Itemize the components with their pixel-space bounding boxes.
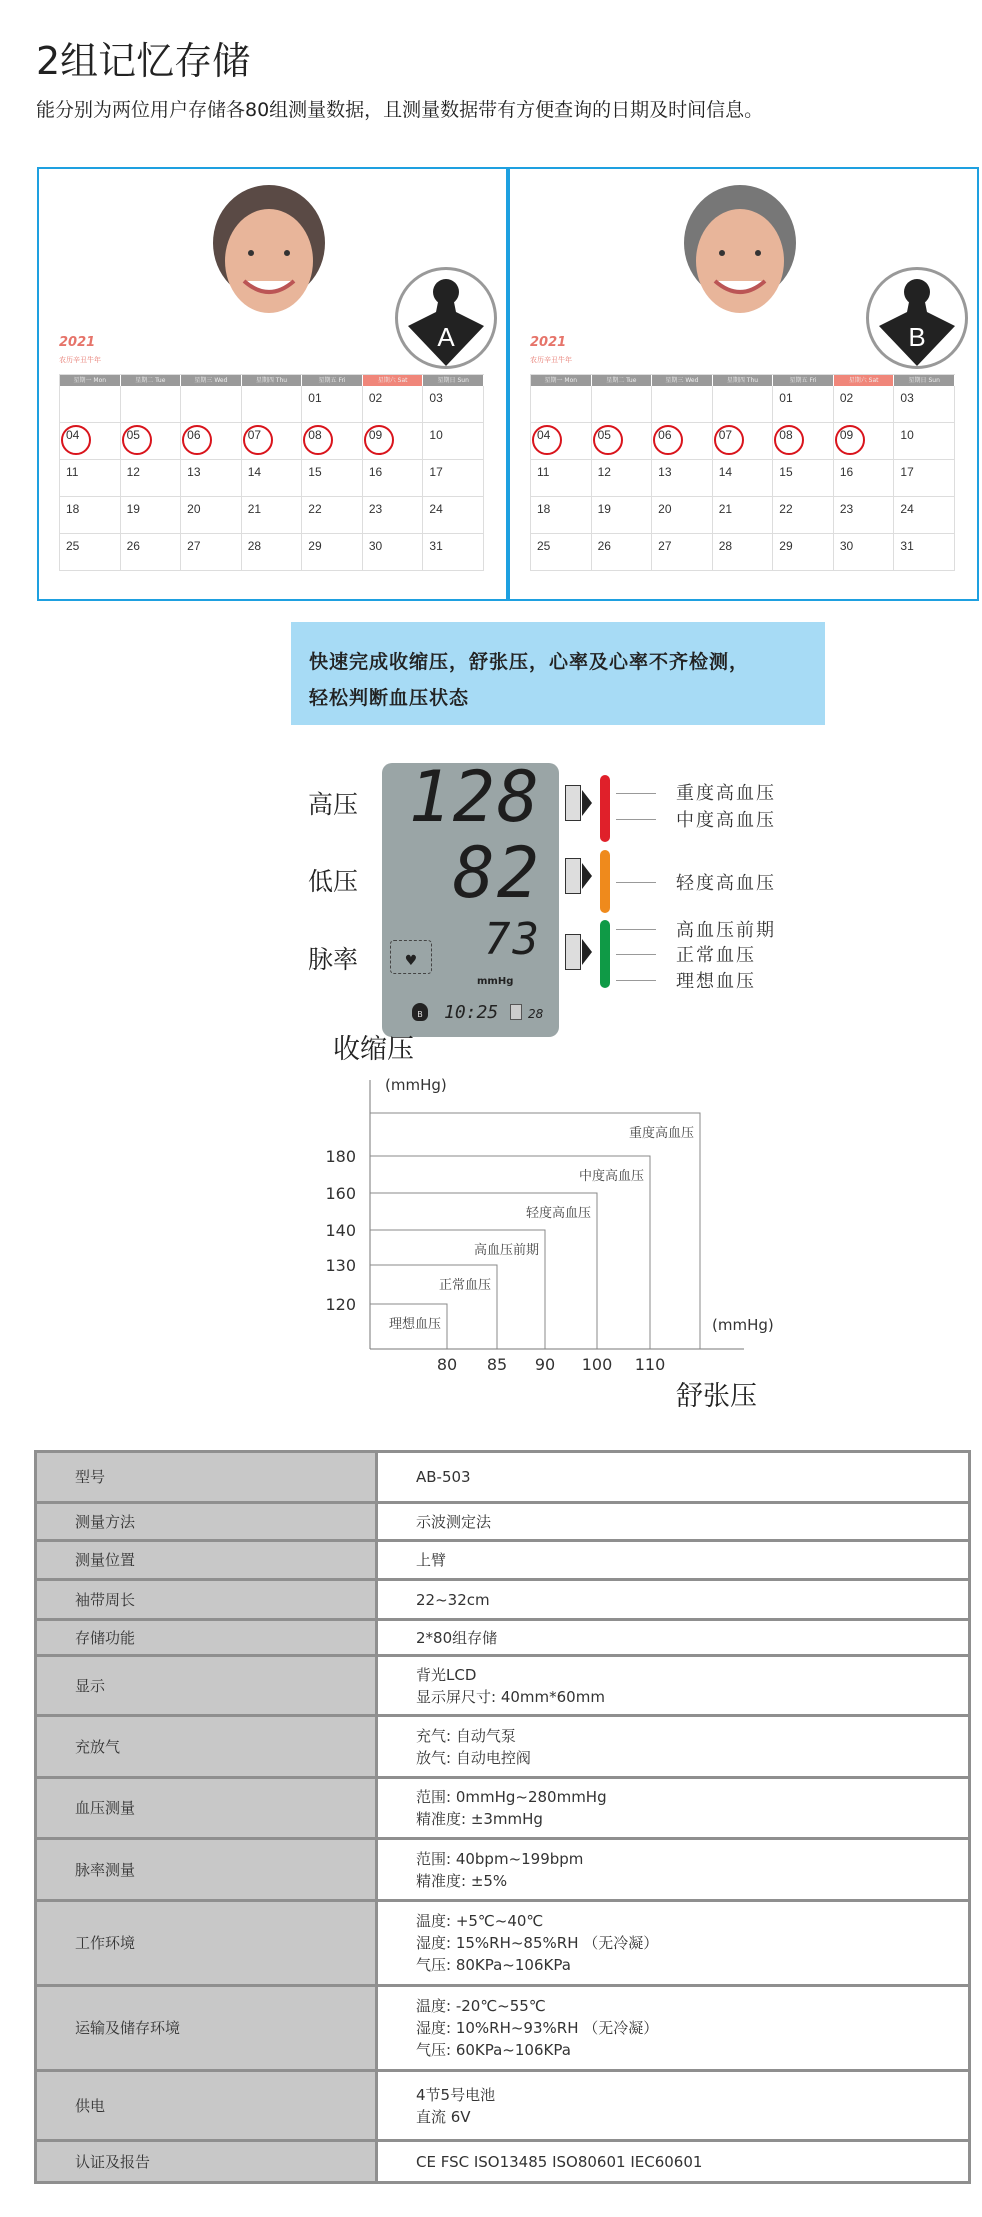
x-axis-title: 舒张压 — [676, 1381, 757, 1412]
x-tick-label: 110 — [634, 1355, 666, 1374]
calendar-day: 11 — [60, 460, 121, 497]
spec-row — [36, 1541, 970, 1580]
y-tick-label: 160 — [325, 1184, 356, 1203]
calendar-day: 19 — [121, 497, 182, 534]
spec-key: 型号 — [36, 1452, 377, 1503]
weekday-header: 星期二 Tue — [592, 375, 653, 386]
spec-key: 工作环境 — [36, 1901, 377, 1986]
calendar-day: 16 — [363, 460, 424, 497]
calendar-day: 24 — [423, 497, 484, 534]
calendar-day: 28 — [713, 534, 774, 571]
spec-key: 袖带周长 — [36, 1580, 377, 1620]
lcd-diastolic: 82 — [452, 832, 541, 914]
weekday-header: 星期四 Thu — [242, 375, 303, 386]
calendar-day: 22 — [773, 497, 834, 534]
spec-key: 运输及储存环境 — [36, 1986, 377, 2071]
calendar-day: 25 — [531, 534, 592, 571]
spec-value: 2*80组存储 — [377, 1620, 970, 1656]
calendar-day: 10 — [423, 423, 484, 460]
calendar-day: 22 — [302, 497, 363, 534]
label-pulse: 脉率 — [308, 945, 359, 974]
weekday-header: 星期一 Mon — [60, 375, 121, 386]
spec-row — [36, 1503, 970, 1541]
spec-row — [36, 1839, 970, 1901]
level-label: 重度高血压 — [676, 783, 776, 804]
weekday-header: 星期日 Sun — [894, 375, 955, 386]
calendar-subtitle: 农历辛丑牛年 — [530, 356, 572, 364]
spec-key: 脉率测量 — [36, 1839, 377, 1901]
calendar-day: 29 — [302, 534, 363, 571]
spec-key: 认证及报告 — [36, 2141, 377, 2183]
calendar-day: 25 — [60, 534, 121, 571]
user-icon: B — [412, 1003, 428, 1021]
x-tick-label: 80 — [436, 1355, 458, 1374]
spec-row — [36, 1580, 970, 1620]
x-tick-label: 85 — [486, 1355, 508, 1374]
region-label: 正常血压 — [438, 1278, 491, 1293]
weekday-header: 星期日 Sun — [423, 375, 484, 386]
region-label: 轻度高血压 — [525, 1206, 591, 1221]
section-subtitle: 能分别为两位用户存储各80组测量数据，且测量数据带有方便查询的日期及时间信息。 — [36, 99, 764, 121]
spec-row — [36, 1778, 970, 1839]
spec-value: 温度: +5℃~40℃ 湿度: 15%RH~85%RH （无冷凝） 气压: 80KPa~106KPa — [377, 1901, 970, 1986]
spec-value: 背光LCD 显示屏尺寸: 40mm*60mm — [377, 1656, 970, 1716]
weekday-header: 星期六 Sat — [363, 375, 424, 386]
calendar-day: 16 — [834, 460, 895, 497]
calendar-day: 02 — [363, 386, 424, 423]
region-label: 高血压前期 — [473, 1243, 539, 1258]
calendar-day: 12 — [121, 460, 182, 497]
spec-value: 4节5号电池 直流 6V — [377, 2071, 970, 2141]
y-axis-unit: (mmHg) — [385, 1076, 447, 1094]
lcd-time: 10:25 — [444, 1002, 499, 1023]
label-diastolic: 低压 — [308, 867, 359, 896]
level-label: 正常血压 — [676, 945, 756, 966]
spec-row — [36, 2071, 970, 2141]
weekday-header: 星期六 Sat — [834, 375, 895, 386]
calendar-day: 26 — [592, 534, 653, 571]
svg-text:A: A — [437, 322, 455, 352]
spec-key: 供电 — [36, 2071, 377, 2141]
spec-key: 测量方法 — [36, 1503, 377, 1541]
calendar-day: 20 — [652, 497, 713, 534]
calendar-day: 17 — [423, 460, 484, 497]
lcd-memory-number: 28 — [528, 1007, 544, 1021]
lcd-pulse: 73 — [484, 914, 541, 965]
spec-table — [34, 1450, 971, 2184]
y-tick-label: 180 — [325, 1147, 356, 1166]
calendar-day: 23 — [363, 497, 424, 534]
y-tick-label: 130 — [325, 1256, 356, 1275]
weekday-header: 星期五 Fri — [773, 375, 834, 386]
calendar-day: 15 — [773, 460, 834, 497]
spec-key: 存储功能 — [36, 1620, 377, 1656]
calendar-day: 13 — [652, 460, 713, 497]
calendar-day: 03 — [423, 386, 484, 423]
calendar-day: 04 — [60, 423, 121, 460]
banner-line-1: 快速完成收缩压，舒张压，心率及心率不齐检测， — [309, 651, 750, 673]
calendar-day: 03 — [894, 386, 955, 423]
calendar-day: 30 — [834, 534, 895, 571]
spec-row — [36, 1716, 970, 1778]
x-axis-unit: (mmHg) — [712, 1316, 774, 1334]
calendar-day: 02 — [834, 386, 895, 423]
calendar-day: 06 — [652, 423, 713, 460]
calendar-day: 21 — [713, 497, 774, 534]
level-label: 高血压前期 — [676, 920, 776, 941]
lcd-unit: mmHg — [477, 976, 514, 987]
heartbeat-icon: ♥ — [390, 940, 432, 974]
calendar-year: 2021 — [530, 335, 567, 350]
spec-value: AB-503 — [377, 1452, 970, 1503]
level-label: 轻度高血压 — [676, 873, 776, 894]
spec-key: 测量位置 — [36, 1541, 377, 1580]
spec-key: 血压测量 — [36, 1778, 377, 1839]
region-label: 重度高血压 — [628, 1126, 694, 1141]
x-tick-label: 90 — [534, 1355, 556, 1374]
spec-row — [36, 2141, 970, 2183]
weekday-header: 星期二 Tue — [121, 375, 182, 386]
spec-value: 上臂 — [377, 1541, 970, 1580]
spec-value: 示波测定法 — [377, 1503, 970, 1541]
x-tick-label: 100 — [581, 1355, 613, 1374]
calendar-day: 09 — [363, 423, 424, 460]
spec-row — [36, 1901, 970, 1986]
calendar-day: 21 — [242, 497, 303, 534]
section-title: 2组记忆存储 — [36, 39, 251, 83]
calendar-day: 08 — [302, 423, 363, 460]
weekday-header: 星期三 Wed — [652, 375, 713, 386]
calendar-day: 15 — [302, 460, 363, 497]
calendar-day: 11 — [531, 460, 592, 497]
spec-value: CE FSC ISO13485 ISO80601 IEC60601 — [377, 2141, 970, 2183]
spec-key: 充放气 — [36, 1716, 377, 1778]
calendar-day: 06 — [181, 423, 242, 460]
calendar-day: 14 — [242, 460, 303, 497]
calendar-day: 14 — [713, 460, 774, 497]
calendar-subtitle: 农历辛丑牛年 — [59, 356, 101, 364]
weekday-header: 星期一 Mon — [531, 375, 592, 386]
spec-key: 显示 — [36, 1656, 377, 1716]
calendar-day: 05 — [121, 423, 182, 460]
weekday-header: 星期五 Fri — [302, 375, 363, 386]
label-systolic: 高压 — [308, 790, 359, 819]
weekday-header: 星期四 Thu — [713, 375, 774, 386]
calendar-day: 07 — [713, 423, 774, 460]
spec-row — [36, 1986, 970, 2071]
calendar-day: 24 — [894, 497, 955, 534]
spec-value: 充气: 自动气泵 放气: 自动电控阀 — [377, 1716, 970, 1778]
spec-value: 范围: 0mmHg~280mmHg 精准度: ±3mmHg — [377, 1778, 970, 1839]
calendar-day: 07 — [242, 423, 303, 460]
region-label: 理想血压 — [388, 1317, 441, 1332]
calendar-day: 13 — [181, 460, 242, 497]
spec-row — [36, 1620, 970, 1656]
spec-value: 22~32cm — [377, 1580, 970, 1620]
calendar-day: 27 — [652, 534, 713, 571]
spec-row — [36, 1452, 970, 1503]
chart-title: 收缩压 — [333, 1034, 414, 1065]
calendar-day: 19 — [592, 497, 653, 534]
calendar-day: 27 — [181, 534, 242, 571]
weekday-header: 星期三 Wed — [181, 375, 242, 386]
calendar-day: 17 — [894, 460, 955, 497]
spec-value: 范围: 40bpm~199bpm 精准度: ±5% — [377, 1839, 970, 1901]
calendar-year: 2021 — [59, 335, 96, 350]
region-label: 中度高血压 — [578, 1169, 644, 1184]
calendar-day: 28 — [242, 534, 303, 571]
lcd-systolic: 128 — [408, 756, 541, 838]
spec-row — [36, 1656, 970, 1716]
calendar-day: 12 — [592, 460, 653, 497]
calendar-day: 10 — [894, 423, 955, 460]
calendar-day: 04 — [531, 423, 592, 460]
svg-text:B: B — [908, 322, 926, 352]
calendar-day: 01 — [773, 386, 834, 423]
banner-line-2: 轻松判断血压状态 — [309, 687, 470, 709]
calendar-day: 30 — [363, 534, 424, 571]
level-label: 中度高血压 — [676, 810, 776, 831]
calendar-day: 18 — [531, 497, 592, 534]
calendar-day: 08 — [773, 423, 834, 460]
calendar-day: 05 — [592, 423, 653, 460]
calendar-day: 20 — [181, 497, 242, 534]
calendar-day: 18 — [60, 497, 121, 534]
calendar-day: 31 — [894, 534, 955, 571]
level-label: 理想血压 — [676, 971, 756, 992]
calendar-day: 29 — [773, 534, 834, 571]
y-tick-label: 120 — [325, 1295, 356, 1314]
spec-value: 温度: -20℃~55℃ 湿度: 10%RH~93%RH （无冷凝） 气压: 60KPa~106KPa — [377, 1986, 970, 2071]
y-tick-label: 140 — [325, 1221, 356, 1240]
calendar-day: 31 — [423, 534, 484, 571]
calendar-day: 01 — [302, 386, 363, 423]
calendar-day: 23 — [834, 497, 895, 534]
calendar-day: 09 — [834, 423, 895, 460]
calendar-day: 26 — [121, 534, 182, 571]
